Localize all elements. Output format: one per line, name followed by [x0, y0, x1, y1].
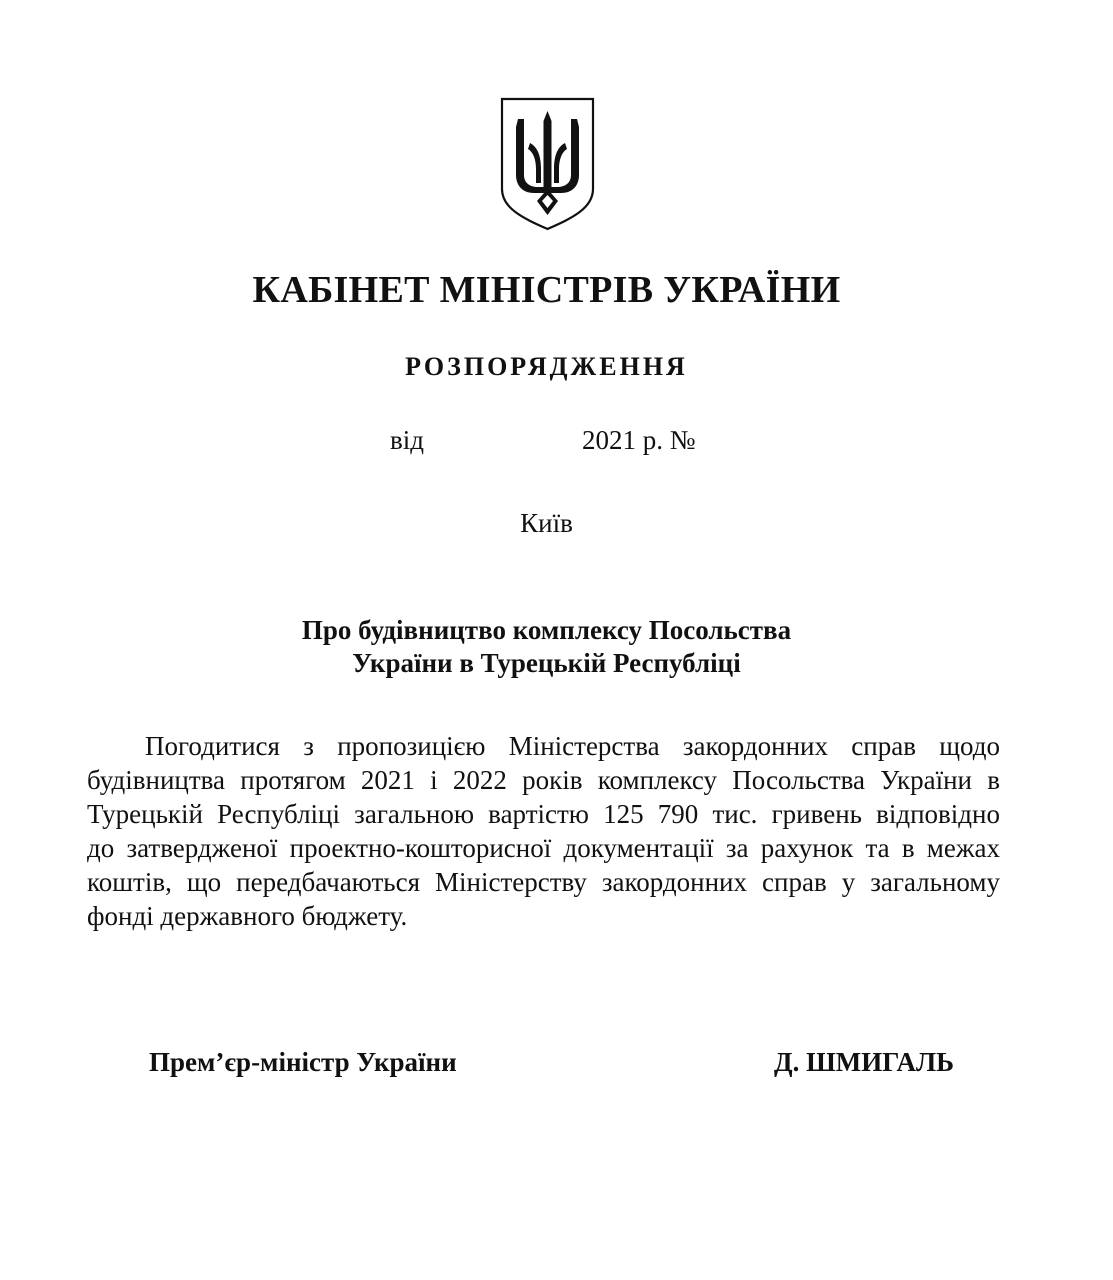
city: Київ	[520, 508, 573, 538]
signatory-title: Прем’єр-міністр України	[149, 1047, 457, 1077]
signatory-name: Д. ШМИГАЛЬ	[774, 1047, 954, 1077]
date-year-number: 2021 р. №	[582, 425, 696, 455]
document-body	[87, 729, 1000, 933]
date-prefix: від	[390, 425, 424, 455]
body-line: фонді державного бюджету.	[87, 901, 408, 931]
body-line: Погодитися з пропозицією Міністерства закордонних справ щодо	[145, 731, 1000, 761]
document-subject	[0, 614, 1093, 680]
body-line: Турецькій Республіці загальною вартістю 125 790 тис. гривень відповідно	[87, 799, 1000, 829]
subject-line: України в Турецькій Республіці	[352, 648, 741, 678]
body-line: коштів, що передбачаються Міністерству закордонних справ у загальному	[87, 867, 1000, 897]
subject-line: Про будівництво комплексу Посольства	[301, 615, 792, 645]
trident-coat-of-arms-icon	[500, 97, 595, 231]
body-line: будівництва протягом 2021 і 2022 років комплексу Посольства України в	[87, 765, 1000, 795]
body-line: до затвердженої проектно-кошторисної документації за рахунок та в межах	[87, 833, 1000, 863]
organization-title: КАБІНЕТ МІНІСТРІВ УКРАЇНИ	[252, 269, 841, 311]
document-type: РОЗПОРЯДЖЕННЯ	[405, 352, 688, 381]
